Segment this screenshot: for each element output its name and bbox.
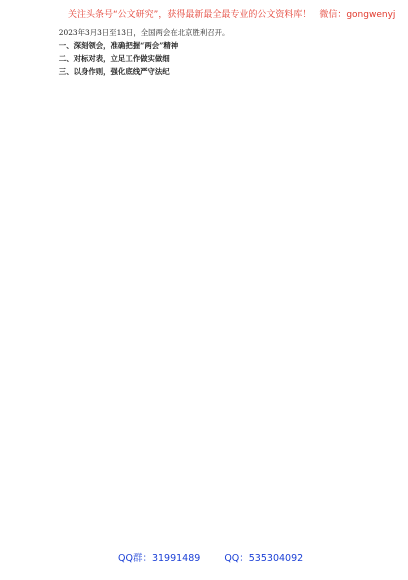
banner-text: 关注头条号“公文研究”，获得最新最全最专业的公文资料库！: [68, 9, 312, 20]
footer-qq: QQ：535304092: [224, 553, 304, 564]
contact-footer: [118, 550, 338, 564]
banner-wechat: 微信：gongwenyj: [319, 9, 396, 20]
section-heading-1: 一、深刻领会，准确把握“两会”精神: [58, 41, 179, 51]
paragraph-intro: 2023年3月3日至13日，全国两会在北京胜利召开。: [58, 28, 230, 37]
promo-banner: [68, 6, 396, 20]
document-body: [44, 26, 366, 544]
section-heading-2: 二、对标对表，立足工作做实做细: [58, 54, 170, 64]
footer-qq-group: QQ群：31991489: [118, 553, 201, 564]
section-heading-3: 三、以身作则，强化底线严守法纪: [58, 67, 170, 77]
